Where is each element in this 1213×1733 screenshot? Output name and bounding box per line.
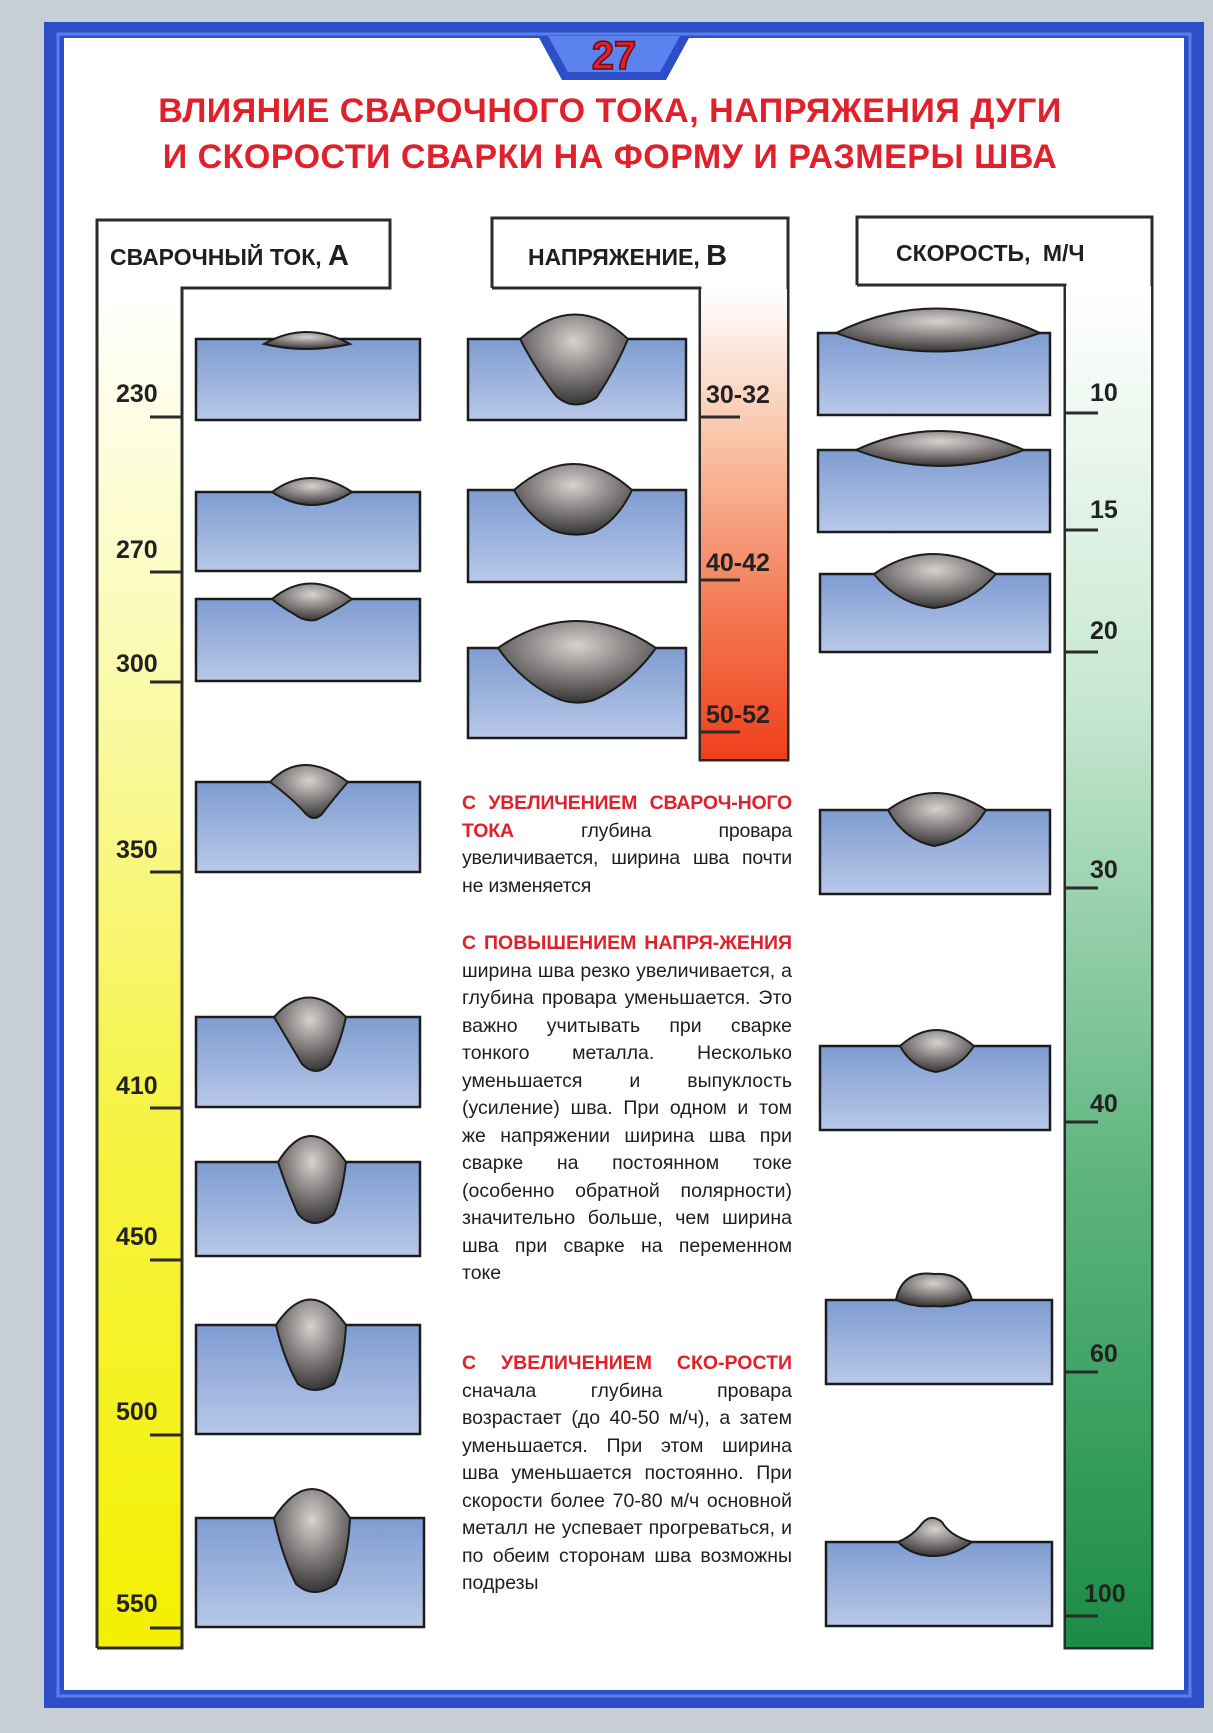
current-tick-label: 270 <box>116 536 158 564</box>
weld-sample-current-230 <box>196 332 420 420</box>
speed-tick-label: 15 <box>1090 496 1118 524</box>
page-number: 27 <box>591 34 637 78</box>
current-header-label: СВАРОЧНЫЙ ТОК, <box>110 244 322 270</box>
voltage-header-label: НАПРЯЖЕНИЕ, <box>528 244 700 270</box>
voltage-tick-label: 50-52 <box>706 701 770 729</box>
note-voltage-highlight: С ПОВЫШЕНИЕМ НАПРЯ-ЖЕНИЯ <box>462 932 792 954</box>
current-tick-label: 350 <box>116 836 158 864</box>
title-line-2: И СКОРОСТИ СВАРКИ НА ФОРМУ И РАЗМЕРЫ ШВА <box>162 138 1058 176</box>
note-speed <box>462 1350 792 1598</box>
current-tick-label: 410 <box>116 1072 158 1100</box>
note-current-text: глубина провара увеличивается, ширина шва почти не изменяется <box>462 819 792 897</box>
voltage-header-unit: В <box>706 240 728 272</box>
speed-tick-label: 10 <box>1090 379 1118 407</box>
current-tick-label: 500 <box>116 1398 158 1426</box>
weld-sample-speed-40 <box>820 1030 1050 1130</box>
note-current <box>462 790 792 900</box>
current-tick-label: 300 <box>116 650 158 678</box>
speed-tick-label: 30 <box>1090 856 1118 884</box>
voltage-tick-label: 30-32 <box>706 381 770 409</box>
speed-header <box>896 240 1085 267</box>
weld-sample-speed-10 <box>818 309 1050 416</box>
speed-header-label: СКОРОСТЬ, <box>896 240 1031 266</box>
note-voltage <box>462 930 792 1288</box>
current-tick-label: 230 <box>116 380 158 408</box>
speed-tick-label: 60 <box>1090 1340 1118 1368</box>
weld-sample-current-270 <box>196 478 420 571</box>
voltage-tick-label: 40-42 <box>706 549 770 577</box>
note-speed-highlight: С УВЕЛИЧЕНИЕМ СКО-РОСТИ <box>462 1352 792 1374</box>
note-speed-text: сначала глубина провара возрастает (до 40-50 м/ч), а затем уменьшается. При этом ширина шва уменьшается постоянно. При скорости более 70-80 м/ч основной металл не успевает прогреваться, и по обеим сторонам шва возможны подрезы <box>462 1379 792 1594</box>
title-line-1: ВЛИЯНИЕ СВАРОЧНОГО ТОКА, НАПРЯЖЕНИЯ ДУГИ <box>158 92 1062 130</box>
current-tick-label: 450 <box>116 1223 158 1251</box>
weld-sample-current-300 <box>196 584 420 682</box>
current-tick-label: 550 <box>116 1590 158 1618</box>
note-current-highlight: С УВЕЛИЧЕНИЕМ СВАРОЧ-НОГО ТОКА <box>462 792 792 842</box>
note-voltage-text: ширина шва резко увеличивается, а глубина провара уменьшается. Это важно учитывать при сварке тонкого металла. Несколько уменьшается и выпуклость (усиление) шва. При одном и том же напряжении ширина шва при сварке на постоянном токе (особенно обратной полярности) значительно больше, чем ширина шва при сварке на переменном токе <box>462 959 792 1284</box>
speed-tick-label: 20 <box>1090 617 1118 645</box>
speed-header-unit: М/Ч <box>1042 240 1085 266</box>
speed-tick-label: 40 <box>1090 1090 1118 1118</box>
current-header <box>110 240 349 273</box>
weld-sample-current-350 <box>196 765 420 872</box>
speed-tick-label: 100 <box>1084 1580 1126 1608</box>
current-header-unit: А <box>328 240 349 272</box>
voltage-header <box>528 240 727 273</box>
